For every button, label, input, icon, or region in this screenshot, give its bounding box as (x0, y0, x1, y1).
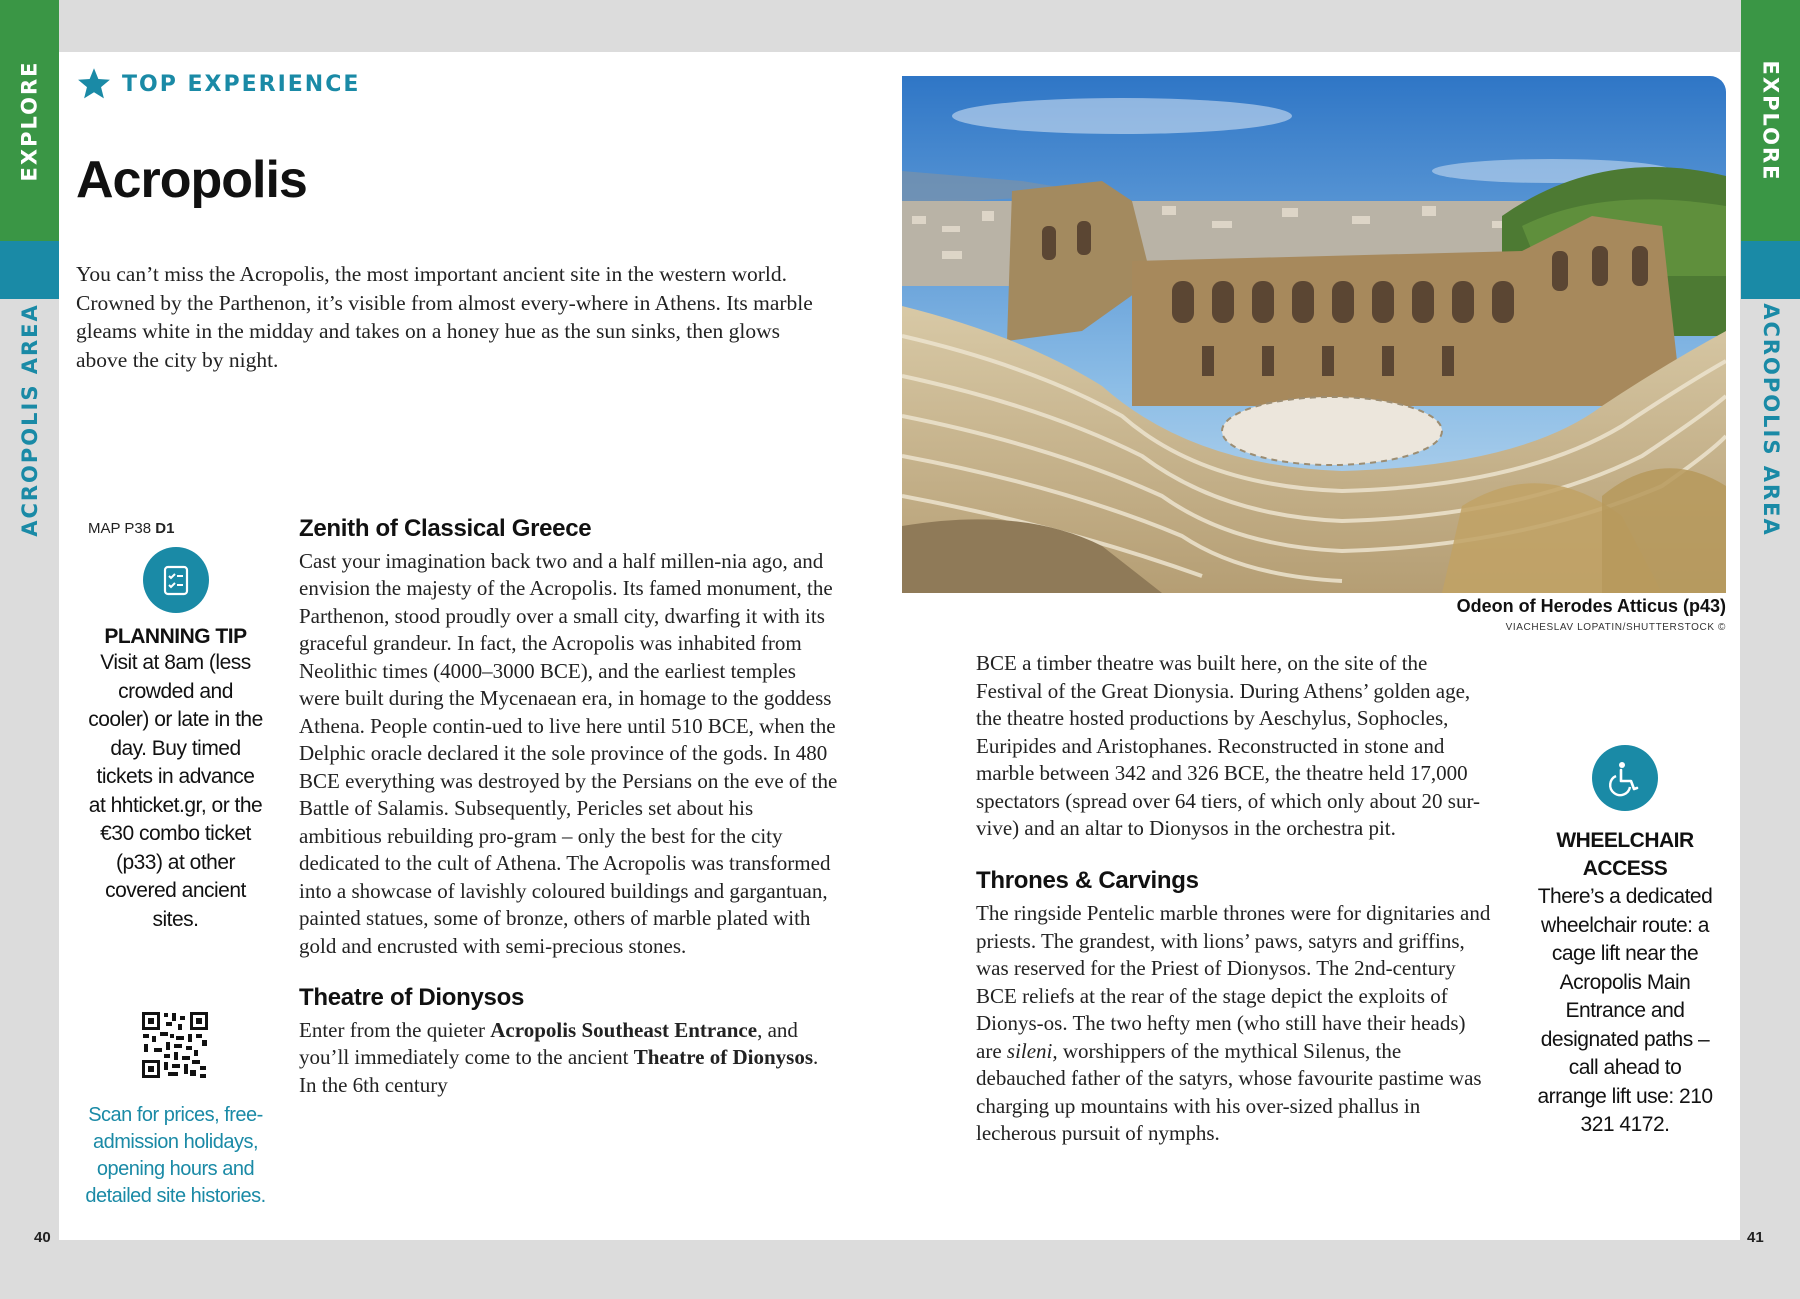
theatre-continued: BCE a timber theatre was built here, on the site of the Festival of the Great Dionysia. During Athens’ golden age, the theatre hosted productions by Aeschylus, Sophocles, Euripides and Aristophanes. Reconstructed in stone and marble between 342 and 326 BCE, the theatre held 17,000 spectators (spread over 64 tiers, of which only about 20 sur-vive) and an altar to Dionysos in the orchestra pit. (976, 651, 1481, 840)
zenith-heading: Zenith of Classical Greece (299, 515, 592, 542)
theatre-heading: Theatre of Dionysos (299, 984, 525, 1011)
southeast-entrance: Acropolis Southeast Entrance (490, 1017, 758, 1042)
planning-tip-title: PLANNING TIP (104, 625, 247, 648)
explore-tab-left[interactable] (0, 0, 59, 241)
area-tab-label: ACROPOLIS AREA (17, 302, 42, 537)
map-ref-label: MAP P38 (88, 520, 152, 537)
odeon-photo (902, 76, 1726, 593)
page-number-right: 41 (1747, 1229, 1764, 1246)
wheelchair-access-box (1535, 745, 1715, 1140)
planning-tip-text: Visit at 8am (less crowded and cooler) or late in the day. Buy timed tickets in advance at hhticket.gr, or the €30 combo ticket (p33) at other covered ancient sites. (88, 651, 263, 931)
caption-title: Odeon of Herodes Atticus (p43) (1456, 596, 1726, 616)
wheelchair-icon (1592, 745, 1658, 811)
tab-accent-left (0, 241, 59, 299)
area-tab-label: ACROPOLIS AREA (1758, 302, 1783, 537)
top-experience-kicker (76, 66, 360, 102)
wheelchair-text: There’s a dedicated wheelchair route: a cage lift near the Acropolis Main Entrance and designated paths – call ahead to arrange lift use: 210 321 4172. (1537, 885, 1713, 1136)
kicker-label: TOP EXPERIENCE (122, 71, 361, 97)
explore-tab-label: EXPLORE (17, 60, 42, 181)
theatre-text-3: . In the 6th century (299, 1045, 819, 1097)
star-icon (76, 66, 112, 102)
page-number-left: 40 (34, 1229, 51, 1246)
theatre-text-2: , and you’ll immediately come to the ancient (299, 1017, 798, 1069)
main-column (299, 515, 839, 1099)
checklist-icon (143, 547, 209, 613)
explore-tab-label: EXPLORE (1758, 60, 1783, 181)
intro-paragraph: You can’t miss the Acropolis, the most important ancient site in the western world. Crowned by the Parthenon, it’s visible from almost every-where in Athens. Its marble gleams white in the midday and takes on a honey hue as the sun sinks, then glows above the city by night. (76, 262, 813, 372)
thrones-text-1: The ringside Pentelic marble thrones were for dignitaries and priests. The grandest, with lions’ paws, satyrs and griffins, was reserved for the Priest of Dionysos. The 2nd-century BCE reliefs at the rear of the stage depict the exploits of Dionys-os. The two hefty men (who still have their heads) are (976, 901, 1491, 1063)
thrones-text-2: worshippers of the mythical Silenus, the debauched father of the satyrs, whose favourite pastime was charging up mountains with his over-sized phallus in lecherous pursuit of nymphs. (976, 1038, 1482, 1145)
area-tab-left[interactable] (0, 299, 59, 540)
sileni-term: sileni, (1006, 1038, 1058, 1063)
thrones-heading: Thrones & Carvings (976, 866, 1199, 894)
map-grid: D1 (155, 520, 175, 537)
area-tab-right[interactable] (1741, 299, 1800, 540)
photo-caption (1457, 596, 1726, 633)
right-column (976, 650, 1496, 1148)
photo-credit: VIACHESLAV LOPATIN/SHUTTERSTOCK © (1505, 622, 1726, 633)
tab-accent-right (1741, 241, 1800, 299)
planning-sidebar (88, 520, 263, 934)
theatre-of-dionysos: Theatre of Dionysos (633, 1045, 814, 1069)
wheelchair-title: WHEELCHAIR ACCESS (1556, 829, 1694, 880)
scan-info: Scan for prices, free-admission holidays, opening hours and detailed site histories. (85, 1104, 266, 1207)
zenith-paragraph: Cast your imagination back two and a half millen-nia ago, and envision the majesty of the Acropolis. Its famed monument, the Parthenon, stood proudly over a small city, dwarfing it with its graceful grandeur. In fact, the Acropolis was inhabited from Neolithic times (4000–3000 BCE), and the earliest temples were built during the Mycenaean era, in homage to the goddess Athena. People contin-ued to live here until 510 BCE, when the Delphic oracle declared it the sole province of the gods. In 480 BCE everything was destroyed by the Persians on the eve of the Battle of Salamis. Subsequently, Pericles set about his ambitious rebuilding pro-gram – only the best for the city dedicated to the cult of Athena. The Acropolis was transformed into a showcase of lavishly coloured buildings and gargantuan, painted statues, some of bronze, others of marble plated with gold and encrusted with semi-precious stones. (299, 548, 838, 958)
thrones-paragraph (976, 900, 1496, 1148)
qr-code[interactable] (140, 1010, 210, 1085)
theatre-text-1: Enter from the quieter (299, 1017, 491, 1042)
map-reference[interactable] (88, 520, 263, 537)
explore-tab-right[interactable] (1741, 0, 1800, 241)
page-title: Acropolis (76, 151, 307, 209)
theatre-paragraph (299, 1017, 839, 1100)
odeon-illustration (902, 76, 1726, 593)
qr-code-icon (140, 1010, 210, 1080)
